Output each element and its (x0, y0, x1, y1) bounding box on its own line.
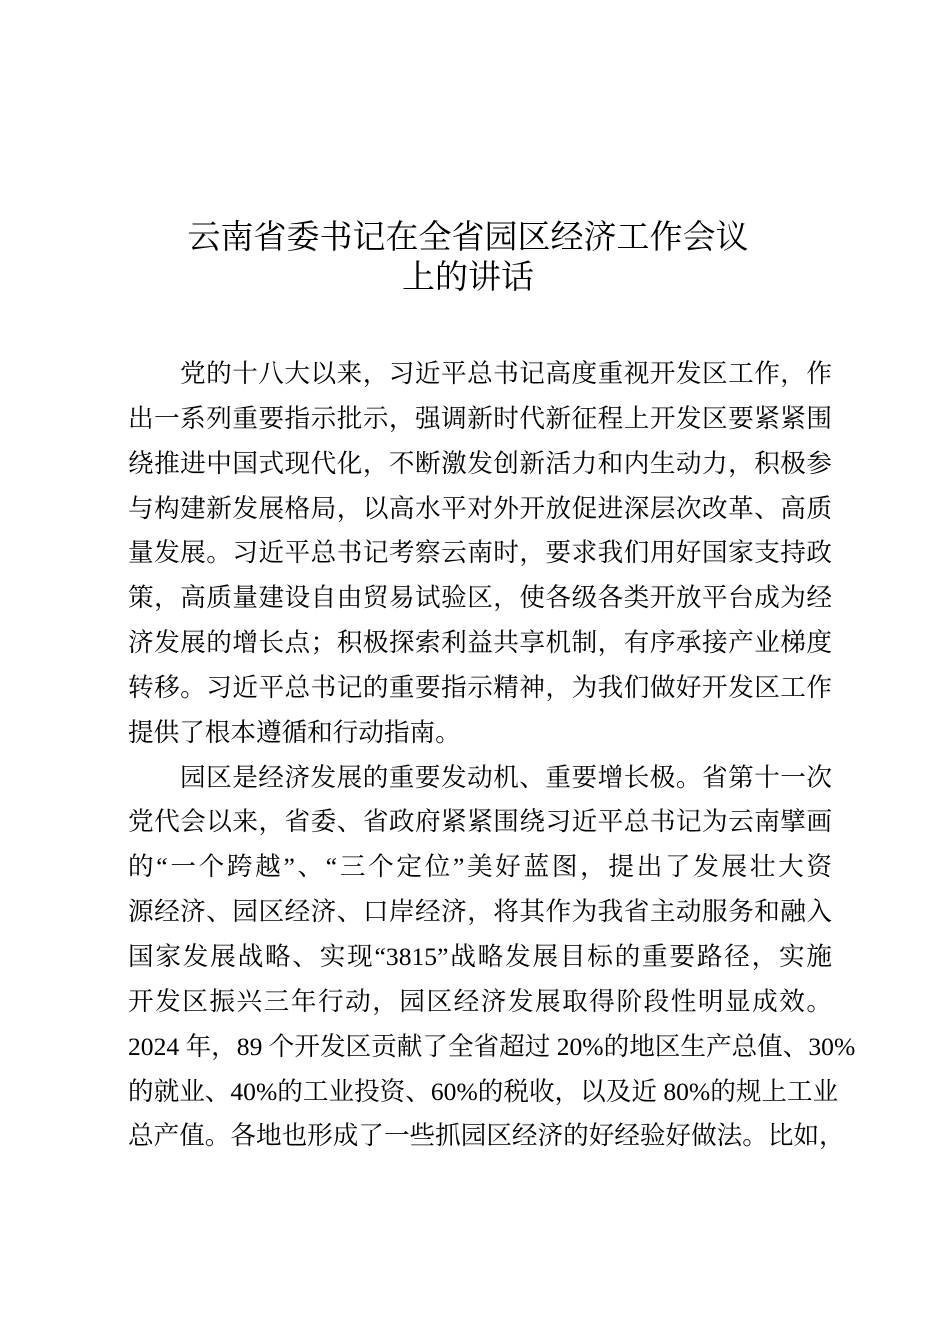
document-body (128, 354, 856, 1161)
paragraph-line: 绕推进中国式现代化，不断激发创新活力和内生动力，积极参 (128, 448, 832, 478)
paragraph-line: 总产值。各地也形成了一些抓园区经济的好经验好做法。比如， (128, 1121, 845, 1151)
paragraph-line: 园区是经济发展的重要发动机、重要增长极。省第十一次 (180, 762, 832, 792)
paragraph-1 (128, 354, 832, 758)
paragraph-line: 源经济、园区经济、口岸经济，将其作为我省主动服务和融入 (128, 897, 832, 927)
paragraph-line: 提供了根本遵循和行动指南。 (128, 717, 461, 747)
paragraph-line: 的就业、40%的工业投资、60%的税收，以及近 80%的规上工业 (128, 1076, 839, 1106)
paragraph-line: 与构建新发展格局，以高水平对外开放促进深层次改革、高质 (128, 493, 832, 523)
paragraph-line: 开发区振兴三年行动，园区经济发展取得阶段性明显成效。 (128, 986, 832, 1016)
paragraph-line: 策，高质量建设自由贸易试验区，使各级各类开放平台成为经 (128, 583, 832, 613)
paragraph-line: 量发展。习近平总书记考察云南时，要求我们用好国家支持政 (128, 538, 832, 568)
document-title-line-2: 上的讲话 (402, 260, 534, 296)
paragraph-line: 济发展的增长点；积极探索利益共享机制，有序承接产业梯度 (128, 628, 832, 658)
paragraph-line: 国家发展战略、实现“3815”战略发展目标的重要路径，实施 (128, 941, 832, 971)
paragraph-line: 转移。习近平总书记的重要指示精神，为我们做好开发区工作 (128, 672, 832, 702)
paragraph-line: 的“一个跨越”、“三个定位”美好蓝图，提出了发展壮大资 (128, 852, 832, 882)
paragraph-line: 党的十八大以来，习近平总书记高度重视开发区工作，作 (180, 359, 832, 388)
paragraph-line: 党代会以来，省委、省政府紧紧围绕习近平总书记为云南擘画 (128, 807, 832, 837)
paragraph-line: 出一系列重要指示批示，强调新时代新征程上开发区要紧紧围 (128, 403, 832, 433)
paragraph-line: 2024 年，89 个开发区贡献了全省超过 20%的地区生产总值、30% (128, 1031, 856, 1061)
paragraph-2 (128, 758, 856, 1162)
document-title-line-1: 云南省委书记在全省园区经济工作会议 (187, 220, 749, 256)
